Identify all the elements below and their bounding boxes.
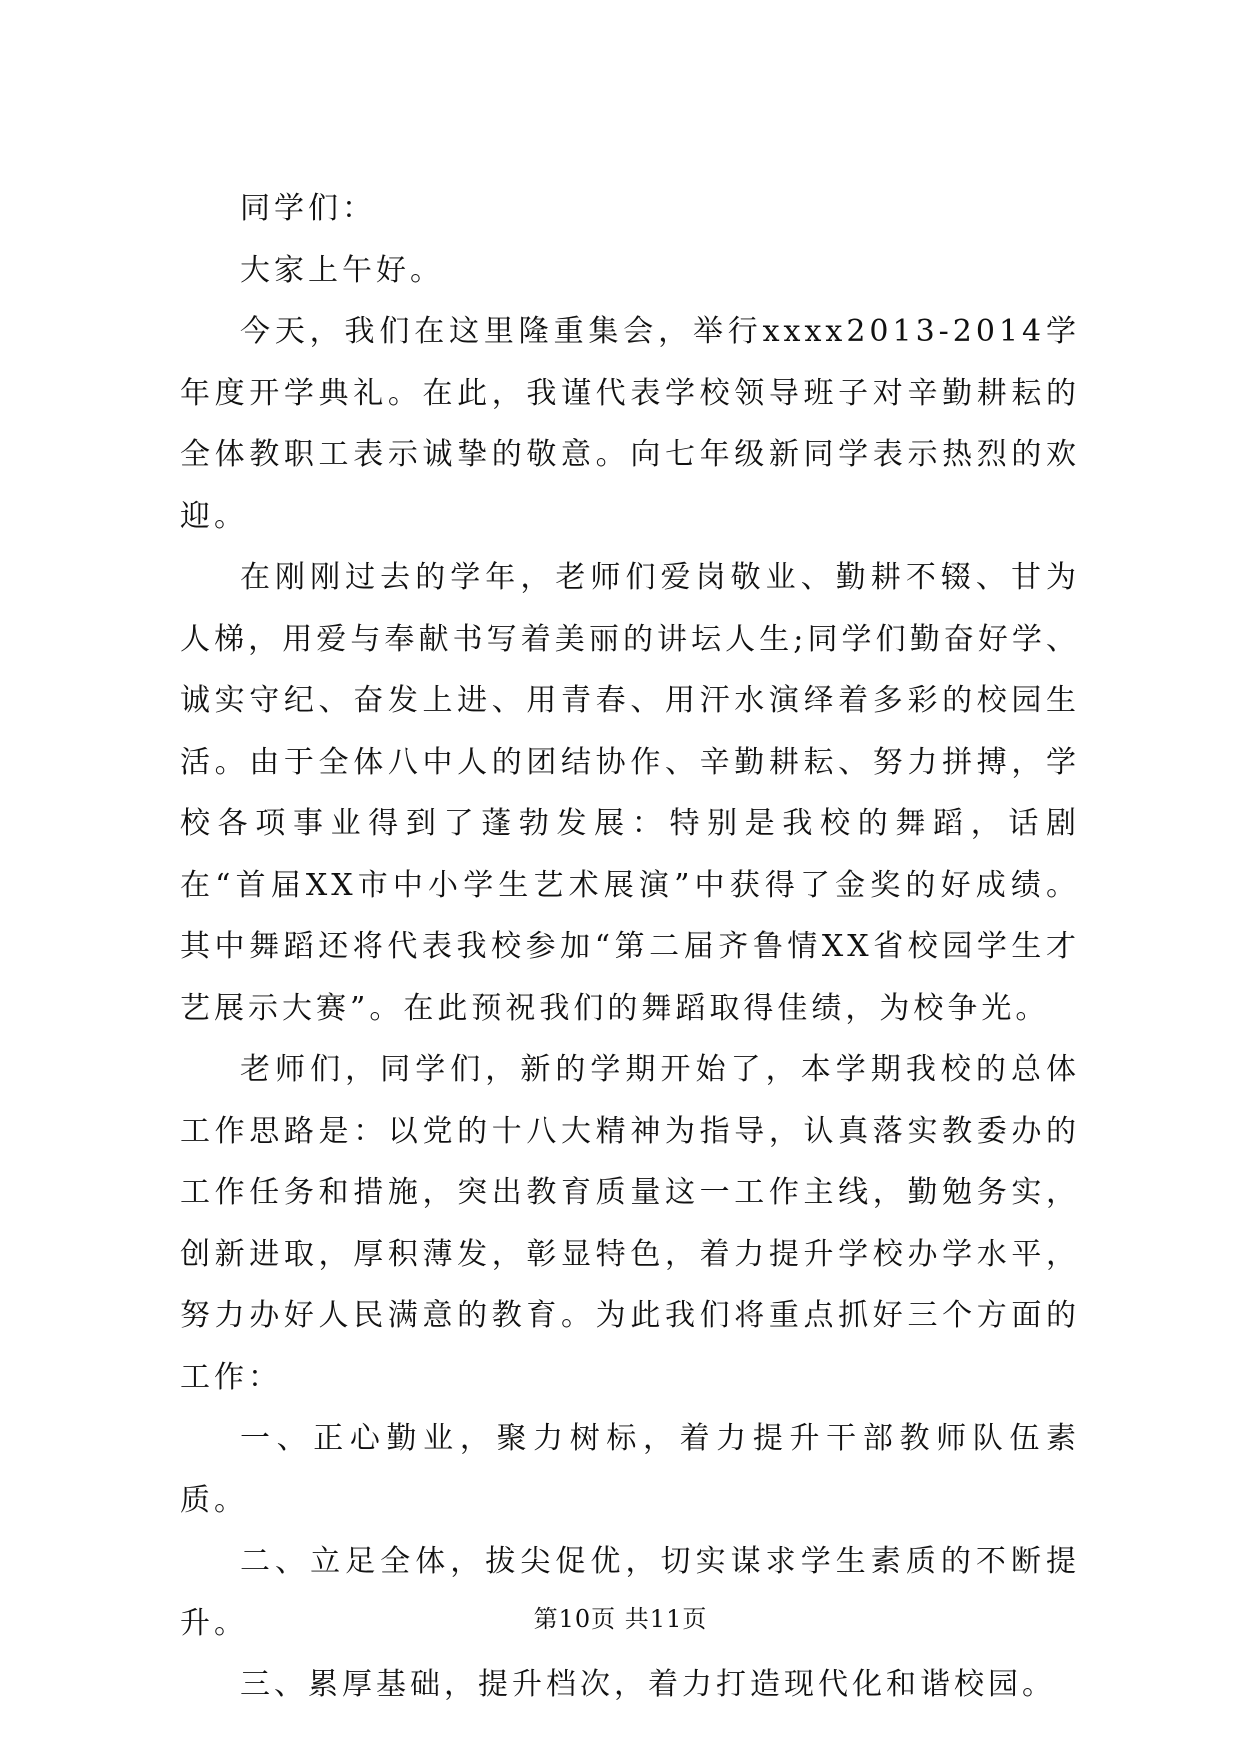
page-number-footer: 第10页 共11页 <box>533 1605 708 1633</box>
review-paragraph: 在刚刚过去的学年，老师们爱岗敬业、勤耕不辍、甘为人梯，用爱与奉献书写着美丽的讲坛人生;同学们勤奋好学、诚实守纪、奋发上进、用青春、用汗水演绎着多彩的校园生活。由于全体八中人的团结协作、辛勤耕耘、努力拼搏，学校各项事业得到了蓬勃发展：特别是我校的舞蹈，话剧在“首届XX市中小学生艺术展演”中获得了金奖的好成绩。其中舞蹈还将代表我校参加“第二届齐鲁情XX省校园学生才艺展示大赛”。在此预祝我们的舞蹈取得佳绩，为校争光。 <box>180 560 1080 1026</box>
plan-paragraph: 老师们，同学们，新的学期开始了，本学期我校的总体工作思路是：以党的十八大精神为指导，认真落实教委办的工作任务和措施，突出教育质量这一工作主线，勤勉务实，创新进取，厚积薄发，彰显特色，着力提升学校办学水平，努力办好人民满意的教育。为此我们将重点抓好三个方面的工作： <box>180 1052 1080 1395</box>
document-body <box>180 178 1080 1716</box>
greeting-paragraph: 同学们： <box>240 191 376 226</box>
task-item-1: 一、正心勤业，聚力树标，着力提升干部教师队伍素质。 <box>180 1421 1080 1518</box>
task-item-2: 二、立足全体，拔尖促优，切实谋求学生素质的不断提升。 <box>180 1544 1080 1641</box>
opening-paragraph: 今天，我们在这里隆重集会，举行xxxx2013-2014学年度开学典礼。在此，我谨代表学校领导班子对辛勤耕耘的全体教职工表示诚挚的敬意。向七年级新同学表示热烈的欢迎。 <box>180 314 1080 534</box>
salutation-paragraph: 大家上午好。 <box>240 252 444 288</box>
task-item-3: 三、累厚基础，提升档次，着力打造现代化和谐校园。 <box>240 1667 1056 1702</box>
